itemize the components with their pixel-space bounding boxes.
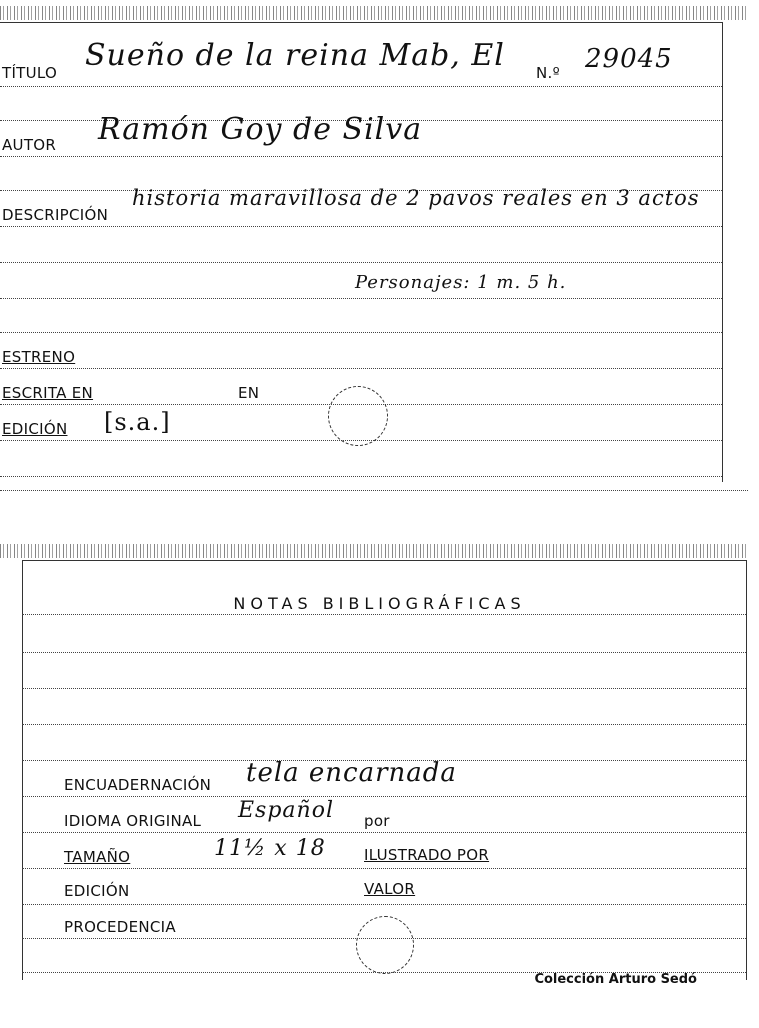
valor-label: VALOR: [364, 880, 416, 898]
rule-line: [22, 832, 746, 833]
descripcion-value: historia maravillosa de 2 pavos reales en 3 actos: [132, 186, 700, 210]
card-left-border: [22, 560, 23, 980]
idioma-original-value: Español: [238, 798, 334, 823]
idioma-original-label: IDIOMA ORIGINAL: [64, 812, 202, 830]
edicion-value: [s.a.]: [104, 408, 171, 436]
card-top-edge-texture: [0, 6, 748, 20]
rule-line: [22, 614, 746, 615]
ilustrado-por-label: ILUSTRADO POR: [364, 846, 490, 864]
library-stamp: [356, 916, 414, 974]
descripcion-label: DESCRIPCIÓN: [2, 206, 109, 224]
rule-line: [0, 156, 722, 157]
rule-line: [0, 332, 722, 333]
rule-line: [22, 796, 746, 797]
rule-line: [0, 262, 722, 263]
rule-line: [22, 724, 746, 725]
card-right-border: [722, 22, 723, 482]
rule-line: [0, 226, 722, 227]
edicion-label: EDICIÓN: [2, 420, 68, 438]
autor-label: AUTOR: [2, 136, 57, 154]
rule-line: [0, 368, 722, 369]
card-bottom-border: [0, 490, 748, 491]
titulo-value: Sueño de la reina Mab, El: [85, 38, 505, 73]
collection-footer: Colección Arturo Sedó: [534, 972, 697, 987]
rule-line: [22, 688, 746, 689]
rule-line: [22, 652, 746, 653]
titulo-label: TÍTULO: [2, 64, 58, 82]
catalog-card-top: [0, 0, 759, 495]
tamano-value: 11½ x 18: [214, 836, 326, 861]
notas-bibliograficas-title: NOTAS BIBLIOGRÁFICAS: [233, 594, 526, 613]
por-label: por: [364, 812, 390, 830]
numero-value: 29045: [585, 44, 673, 74]
card-right-border: [746, 560, 747, 980]
numero-label: N.º: [536, 64, 560, 82]
autor-value: Ramón Goy de Silva: [98, 112, 423, 147]
card-bottom-edge-texture: [0, 544, 748, 558]
card-top-border: [22, 560, 746, 561]
encuadernacion-value: tela encarnada: [246, 758, 457, 788]
personajes-value: Personajes: 1 m. 5 h.: [355, 272, 567, 293]
rule-line: [0, 476, 722, 477]
rule-line: [0, 298, 722, 299]
estreno-label: ESTRENO: [2, 348, 76, 366]
en-label: EN: [238, 384, 260, 402]
encuadernacion-label: ENCUADERNACIÓN: [64, 776, 212, 794]
tamano-label: TAMAÑO: [64, 848, 131, 866]
rule-line: [22, 868, 746, 869]
rule-line: [0, 86, 722, 87]
procedencia-label: PROCEDENCIA: [64, 918, 176, 936]
card-top-border: [0, 22, 722, 23]
escrita-en-label: ESCRITA EN: [2, 384, 94, 402]
edicion-label: EDICIÓN: [64, 882, 130, 900]
library-stamp: [328, 386, 388, 446]
rule-line: [22, 904, 746, 905]
